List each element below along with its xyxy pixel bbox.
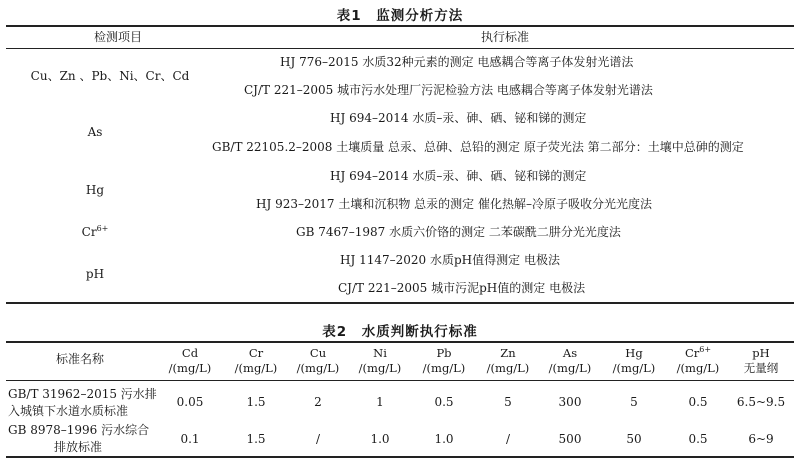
table1-header-standard: 执行标准 <box>480 30 529 44</box>
table2-col-label: Cr <box>248 346 264 360</box>
table2-col-unit: 无量纲 <box>743 361 779 375</box>
table2-cell: 5 <box>504 395 512 409</box>
table2-col-label: pH <box>752 346 770 360</box>
table2-col-unit: /(mg/L) <box>358 361 402 375</box>
table2-col-unit: /(mg/L) <box>486 361 530 375</box>
table2-col-header <box>226 346 286 376</box>
table2-row-name <box>8 422 149 456</box>
table2-col-label-cr6 <box>668 346 728 361</box>
table2-cell: 50 <box>626 432 642 446</box>
table1-standard: CJ/T 221–2005 城市污泥pH值的测定 电极法 <box>338 281 586 295</box>
table1-item-cr6-sup: 6+ <box>96 224 109 233</box>
table2-cell: 2 <box>314 395 322 409</box>
table2-col-header <box>414 346 474 376</box>
table2-col-label: Pb <box>436 346 452 360</box>
table1-item-as: As <box>87 125 103 139</box>
table2-cell: 0.5 <box>434 395 454 409</box>
table1-standard: GB/T 22105.2–2008 土壤质量 总汞、总砷、总铅的测定 原子荧光法 第二部分：土壤中总砷的测定 <box>212 140 744 154</box>
table2-header-name: 标准名称 <box>55 352 104 366</box>
table2-cell: 300 <box>558 395 582 409</box>
table2-col-unit: /(mg/L) <box>676 361 720 375</box>
table2-cell: 6.5~9.5 <box>736 395 786 409</box>
table2-cell: / <box>505 432 511 446</box>
table2-cell: 1.5 <box>246 432 266 446</box>
table2-col-header <box>478 346 538 376</box>
table2-col-header <box>288 346 348 376</box>
table1-item-metals: Cu、Zn 、Pb、Ni、Cr、Cd <box>30 69 190 83</box>
table2-cell: 1 <box>376 395 384 409</box>
table2-row-name-line: GB 8978–1996 污水综合 <box>8 423 150 437</box>
table2-col-label: Hg <box>625 346 643 360</box>
table2-cell: 0.5 <box>688 395 708 409</box>
table1-top-rule <box>6 25 794 27</box>
table1-header-item: 检测项目 <box>93 30 142 44</box>
table1-standard: CJ/T 221–2005 城市污水处理厂污泥检验方法 电感耦合等离子体发射光谱法 <box>244 83 653 97</box>
table2-row-name-line: 排放标准 <box>53 440 102 454</box>
table2-col-header <box>730 346 792 376</box>
table2-col-label: As <box>562 346 578 360</box>
table1-standard: HJ 1147–2020 水质pH值得测定 电极法 <box>340 253 560 267</box>
table2-row-name-line: GB/T 31962–2015 污水排 <box>8 387 157 401</box>
table1-standard: HJ 923–2017 土壤和沉积物 总汞的测定 催化热解–冷原子吸收分光光度法 <box>256 197 652 211</box>
table2-col-unit: /(mg/L) <box>296 361 340 375</box>
table2-col-label: Cu <box>309 346 327 360</box>
table2-col-unit: /(mg/L) <box>548 361 592 375</box>
table2-col-header <box>160 346 220 376</box>
table2-col-label-cr6-base: Cr <box>684 346 700 360</box>
table2-col-label-cr6-sup: 6+ <box>699 345 712 355</box>
table1-bottom-rule <box>6 302 794 304</box>
table1-caption: 表1 监测分析方法 <box>336 8 464 24</box>
table2-cell: 6~9 <box>748 432 774 446</box>
table1-item-cr6 <box>20 225 170 239</box>
table1-standard: GB 7467–1987 水质六价铬的测定 二苯碳酰二肼分光光度法 <box>296 225 621 239</box>
table2-cell: / <box>315 432 321 446</box>
table2-col-label: Cd <box>181 346 199 360</box>
table2-cell: 0.5 <box>688 432 708 446</box>
table2-cell: 1.5 <box>246 395 266 409</box>
table2-col-unit: /(mg/L) <box>168 361 212 375</box>
table2-col-header <box>540 346 600 376</box>
table1-item-cr6-base: Cr <box>81 225 97 239</box>
table1-header-rule <box>6 48 794 49</box>
table1-standard: HJ 694–2014 水质–汞、砷、硒、铋和锑的测定 <box>330 169 587 183</box>
table2-col-header <box>604 346 664 376</box>
table2-bottom-rule <box>6 456 794 458</box>
table1-standard: HJ 694–2014 水质–汞、砷、硒、铋和锑的测定 <box>330 111 587 125</box>
table2-col-header <box>668 346 728 376</box>
table2-cell: 1.0 <box>434 432 454 446</box>
table2-col-label: Ni <box>373 346 387 360</box>
table1-standard: HJ 776–2015 水质32种元素的测定 电感耦合等离子体发射光谱法 <box>280 55 634 69</box>
table2-header-rule <box>6 380 794 381</box>
table2-col-label: Zn <box>500 346 516 360</box>
table1-item-hg: Hg <box>85 183 105 197</box>
table2-col-unit: /(mg/L) <box>234 361 278 375</box>
table2-cell: 0.05 <box>176 395 204 409</box>
table2-cell: 0.1 <box>180 432 200 446</box>
table2-cell: 500 <box>558 432 582 446</box>
table2-cell: 5 <box>630 395 638 409</box>
table2-row-name-line: 入城镇下水道水质标准 <box>8 404 129 418</box>
table2-col-unit: /(mg/L) <box>422 361 466 375</box>
table1-item-ph: pH <box>85 267 105 281</box>
table2-top-rule <box>6 341 794 343</box>
table2-row-name <box>8 386 157 420</box>
table2-caption: 表2 水质判断执行标准 <box>322 324 478 340</box>
table2-col-unit: /(mg/L) <box>612 361 656 375</box>
table2-cell: 1.0 <box>370 432 390 446</box>
table2-col-header <box>350 346 410 376</box>
